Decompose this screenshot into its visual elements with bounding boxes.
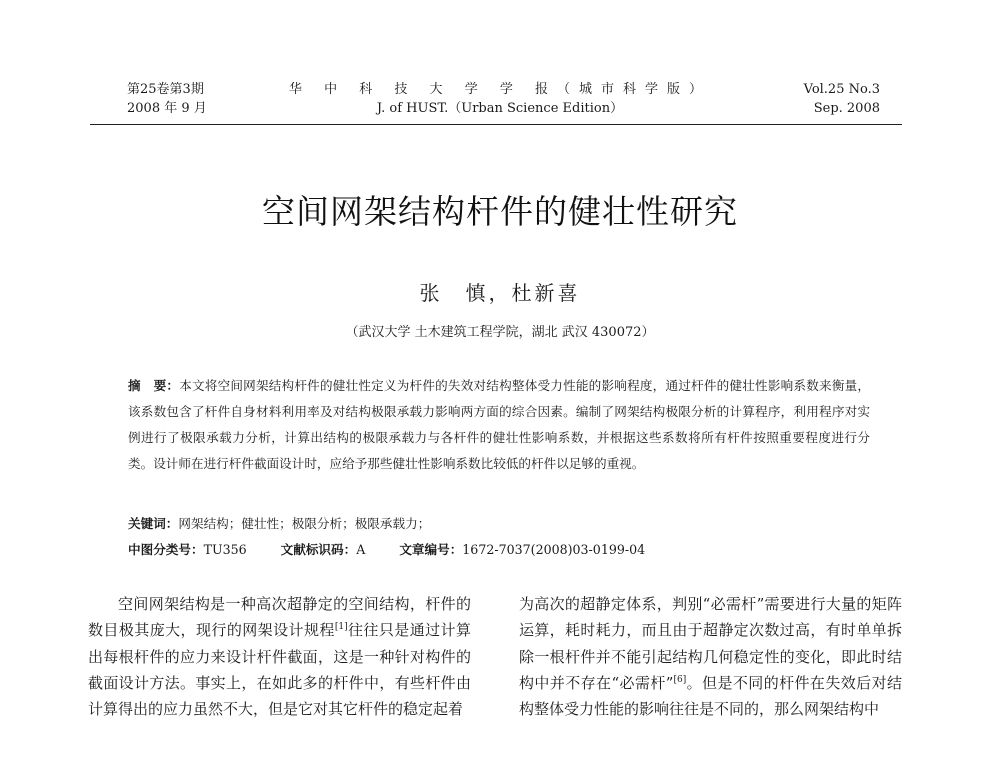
abstract-text: 本文将空间网架结构杆件的健壮性定义为杆件的失效对结构整体受力性能的影响程度，通过杆件的健壮性影响系数来衡量，该系数包含了杆件自身材料利用率及对结构极限承载力影响两方面的综合因素。编制了网架结构极限分析的计算程序，利用程序对实例进行了极限承载力分析，计算出结构的极限承载力与各杆件的健壮性影响系数，并根据这些系数将所有杆件按照重要程度进行分类。设计师在进行杆件截面设计时，应给予那些健壮性影响系数比较低的杆件以足够的重视。 (128, 378, 871, 471)
keywords (128, 514, 870, 534)
volume-en: Vol.25 No.3 (803, 82, 880, 97)
doc-code-label: 文献标识码： (280, 542, 357, 557)
article-number-label: 文章编号： (399, 542, 463, 557)
body-right-text-2: 。但是不同的杆件在失效后对结构整体受力性能的影响往往是不同的，那么网架结构中 (519, 673, 902, 719)
doc-code-value: A (356, 542, 366, 557)
citation-ref-1: [1] (334, 622, 348, 633)
header-rule (90, 124, 902, 125)
keywords-text: 网架结构；健壮性；极限分析；极限承载力； (178, 516, 431, 531)
body-right-text-1: 为高次的超静定体系，判别“必需杆”需要进行大量的矩阵运算，耗时耗力，而且由于超静定次数过高，有时单单拆除一根杆件并不能引起结构几何稳定性的变化，即此时结构中并不存在“必需杆” (519, 595, 902, 692)
citation-ref-6: [6] (673, 674, 687, 685)
date-en: Sep. 2008 (813, 101, 880, 116)
abstract-label: 摘 要： (128, 378, 180, 393)
article-number-value: 1672-7037(2008)03-0199-04 (462, 542, 646, 557)
date-cn: 2008 年 9 月 (127, 101, 207, 116)
body-column-left (88, 591, 471, 722)
classification-line (128, 540, 870, 560)
abstract (128, 373, 870, 477)
clc-label: 中图分类号： (128, 542, 204, 557)
body-column-right (519, 591, 902, 722)
paper-authors: 张 慎，杜新喜 (419, 281, 581, 305)
running-header-right (804, 80, 880, 118)
clc-value: TU356 (203, 542, 247, 557)
journal-name-cn: 华 中 科 技 大 学 学 报（城市科学版） (289, 82, 711, 97)
keywords-label: 关键词： (128, 516, 179, 531)
body-left-text-2: 往往只是通过计算出每根杆件的应力来设计杆件截面，这是一种针对构件的截面设计方法。事实上，在如此多的杆件中，有些杆件由计算得出的应力虽然不大，但是它对其它杆件的稳定起着 (88, 621, 471, 719)
author-affiliation: （武汉大学 土木建筑工程学院，湖北 武汉 430072） (345, 325, 655, 340)
volume-issue: 第25卷第3期 (127, 82, 204, 97)
body-left-text-1: 空间网架结构是一种高次超静定的空间结构，杆件的数目极其庞大，现行的网架设计规程 (88, 595, 471, 640)
paper-title: 空间网架结构杆件的健壮性研究 (262, 192, 738, 231)
journal-name-en: J. of HUST.（Urban Science Edition） (376, 101, 624, 116)
